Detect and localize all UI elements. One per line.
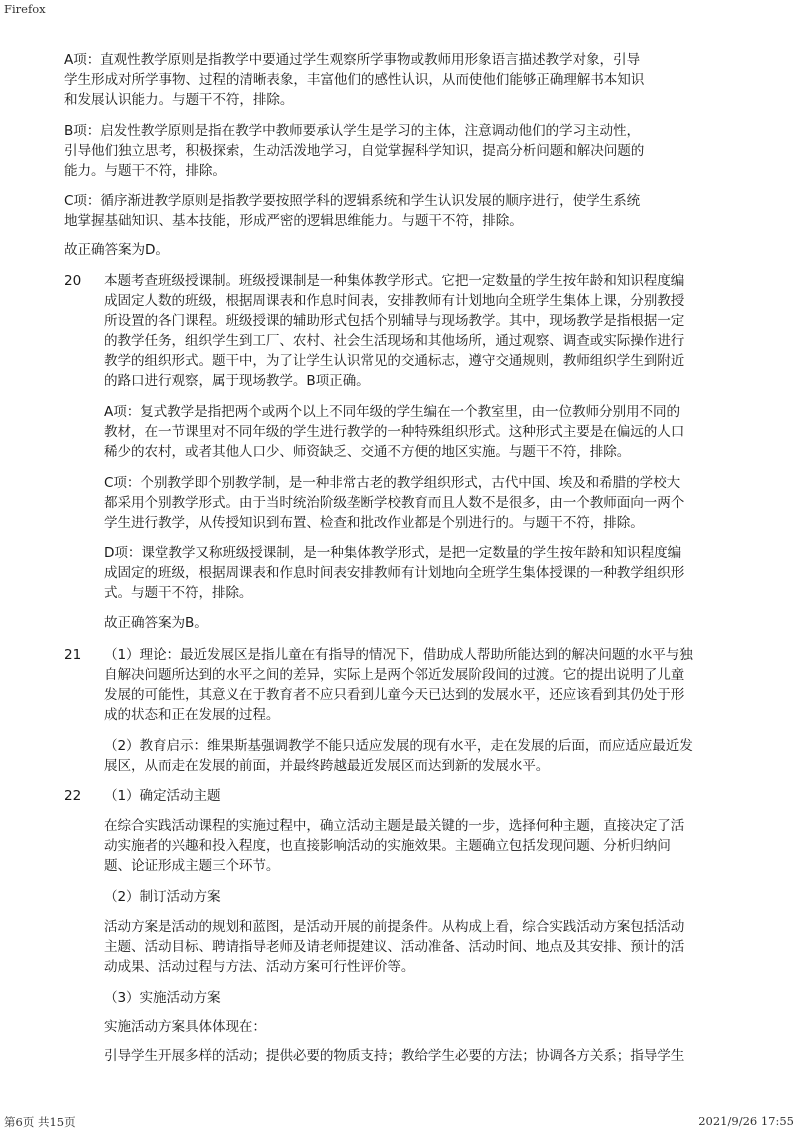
text-line: D项：课堂教学又称班级授课制，是一种集体教学形式，是把一定数量的学生按年龄和知识程度编 <box>104 545 682 561</box>
text-line: 活动方案是活动的规划和蓝图，是活动开展的前提条件。从构成上看，综合实践活动方案包括活动 <box>104 919 685 935</box>
text-line: 所设置的各门课程。班级授课的辅助形式包括个别辅导与现场教学。其中，现场教学是指根据一定 <box>104 313 685 329</box>
text-line: 和发展认识能力。与题干不符，排除。 <box>64 92 294 108</box>
option-d-explanation <box>104 543 684 603</box>
option-a-explanation <box>64 50 644 110</box>
text-line: 题、论证形成主题三个环节。 <box>104 858 280 874</box>
text-line: 自解决问题所达到的水平之间的差异，实际上是两个邻近发展阶段间的过渡。它的提出说明了儿童 <box>104 667 685 683</box>
insight-paragraph <box>104 736 693 776</box>
question-number: 20 <box>64 273 82 289</box>
theory-paragraph <box>104 645 693 725</box>
text-line: 展区，从而走在发展的前面，并最终跨越最近发展区而达到新的发展水平。 <box>104 758 550 774</box>
answer-line: 故正确答案为D。 <box>64 242 169 258</box>
text-line: C项：个别教学即个别教学制，是一种非常古老的教学组织形式，古代中国、埃及和希腊的学校大 <box>104 475 681 491</box>
browser-title: Firefox <box>4 2 46 16</box>
page-indicator: 第6页 共15页 <box>4 1115 76 1129</box>
section-heading: （2）制订活动方案 <box>104 889 221 905</box>
print-datetime: 2021/9/26 17:55 <box>698 1114 794 1128</box>
option-c-explanation <box>64 191 640 231</box>
text-line: 的教学任务，组织学生到工厂、农村、社会生活现场和其他场所，通过观察、调查或实际操作进行 <box>104 333 685 349</box>
text-line: 学生形成对所学事物、过程的清晰表象，丰富他们的感性认识，从而使他们能够正确理解书本知识 <box>64 72 645 88</box>
text-line: 主题、活动目标、聘请指导老师及请老师提建议、活动准备、活动时间、地点及其安排、预计的活 <box>104 939 685 955</box>
section-body <box>104 917 684 977</box>
text-line: （1）理论：最近发展区是指儿童在有指导的情况下，借助成人帮助所能达到的解决问题的水平与独 <box>104 647 693 663</box>
section-body: 引导学生开展多样的活动；提供必要的物质支持；教给学生必要的方法；协调各方关系；指导学生 <box>104 1048 685 1064</box>
text-line: 本题考查班级授课制。班级授课制是一种集体教学形式。它把一定数量的学生按年龄和知识程度编 <box>104 273 685 289</box>
question-20-analysis <box>104 271 684 391</box>
text-line: 动成果、活动过程与方法、活动方案可行性评价等。 <box>104 959 415 975</box>
section-heading: （1）确定活动主题 <box>104 788 221 804</box>
option-c-explanation <box>104 473 684 533</box>
answer-line: 故正确答案为B。 <box>104 615 208 631</box>
text-line: 发展的可能性，其意义在于教育者不应只看到儿童今天已达到的发展水平，还应该看到其仍处于形 <box>104 687 685 703</box>
text-line: C项：循序渐进教学原则是指教学要按照学科的逻辑系统和学生认识发展的顺序进行，使学生系统 <box>64 193 641 209</box>
text-line: 地掌握基础知识、基本技能，形成严密的逻辑思维能力。与题干不符，排除。 <box>64 213 523 229</box>
question-number: 22 <box>64 788 82 804</box>
text-line: A项：复式教学是指把两个或两个以上不同年级的学生编在一个教室里，由一位教师分别用不同的 <box>104 404 680 420</box>
text-line: 都采用个别教学形式。由于当时统治阶级垄断学校教育而且人数不是很多，由一个教师面向一两个 <box>104 495 685 511</box>
text-line: 在综合实践活动课程的实施过程中，确立活动主题是最关键的一步，选择何种主题，直接决定了活 <box>104 818 685 834</box>
text-line: 能力。与题干不符，排除。 <box>64 163 226 179</box>
text-line: 成固定的班级，根据周课表和作息时间表安排教师有计划地向全班学生集体授课的一种教学组织形 <box>104 565 685 581</box>
section-body: 实施活动方案具体体现在： <box>104 1019 266 1035</box>
text-line: 动实施者的兴趣和投入程度，也直接影响活动的实施效果。主题确立包括发现问题、分析归纳问 <box>104 838 671 854</box>
text-line: 式。与题干不符，排除。 <box>104 585 253 601</box>
section-body <box>104 816 684 876</box>
section-heading: （3）实施活动方案 <box>104 990 221 1006</box>
text-line: B项：启发性教学原则是指在教学中教师要承认学生是学习的主体，注意调动他们的学习主动性， <box>64 123 640 139</box>
option-a-explanation <box>104 402 684 462</box>
text-line: 教材，在一节课里对不同年级的学生进行教学的一种特殊组织形式。这种形式主要是在偏远的人口 <box>104 424 685 440</box>
text-line: 稀少的农村，或者其他人口少、师资缺乏、交通不方便的地区实施。与题干不符，排除。 <box>104 444 631 460</box>
text-line: 成固定人数的班级，根据周课表和作息时间表，安排教师有计划地向全班学生集体上课，分别教授 <box>104 293 685 309</box>
text-line: 成的状态和正在发展的过程。 <box>104 707 280 723</box>
text-line: 引导他们独立思考，积极探索，生动活泼地学习，自觉掌握科学知识，提高分析问题和解决问题的 <box>64 143 645 159</box>
option-b-explanation <box>64 121 644 181</box>
question-number: 21 <box>64 647 82 663</box>
text-line: 的路口进行观察，属于现场教学。B项正确。 <box>104 373 370 389</box>
text-line: 学生进行教学，从传授知识到布置、检查和批改作业都是个别进行的。与题干不符，排除。 <box>104 515 644 531</box>
text-line: A项：直观性教学原则是指教学中要通过学生观察所学事物或教师用形象语言描述教学对象，引导 <box>64 52 640 68</box>
text-line: 教学的组织形式。题干中，为了让学生认识常见的交通标志，遵守交通规则，教师组织学生到附近 <box>104 353 685 369</box>
text-line: （2）教育启示：维果斯基强调教学不能只适应发展的现有水平，走在发展的后面，而应适应最近发 <box>104 738 693 754</box>
